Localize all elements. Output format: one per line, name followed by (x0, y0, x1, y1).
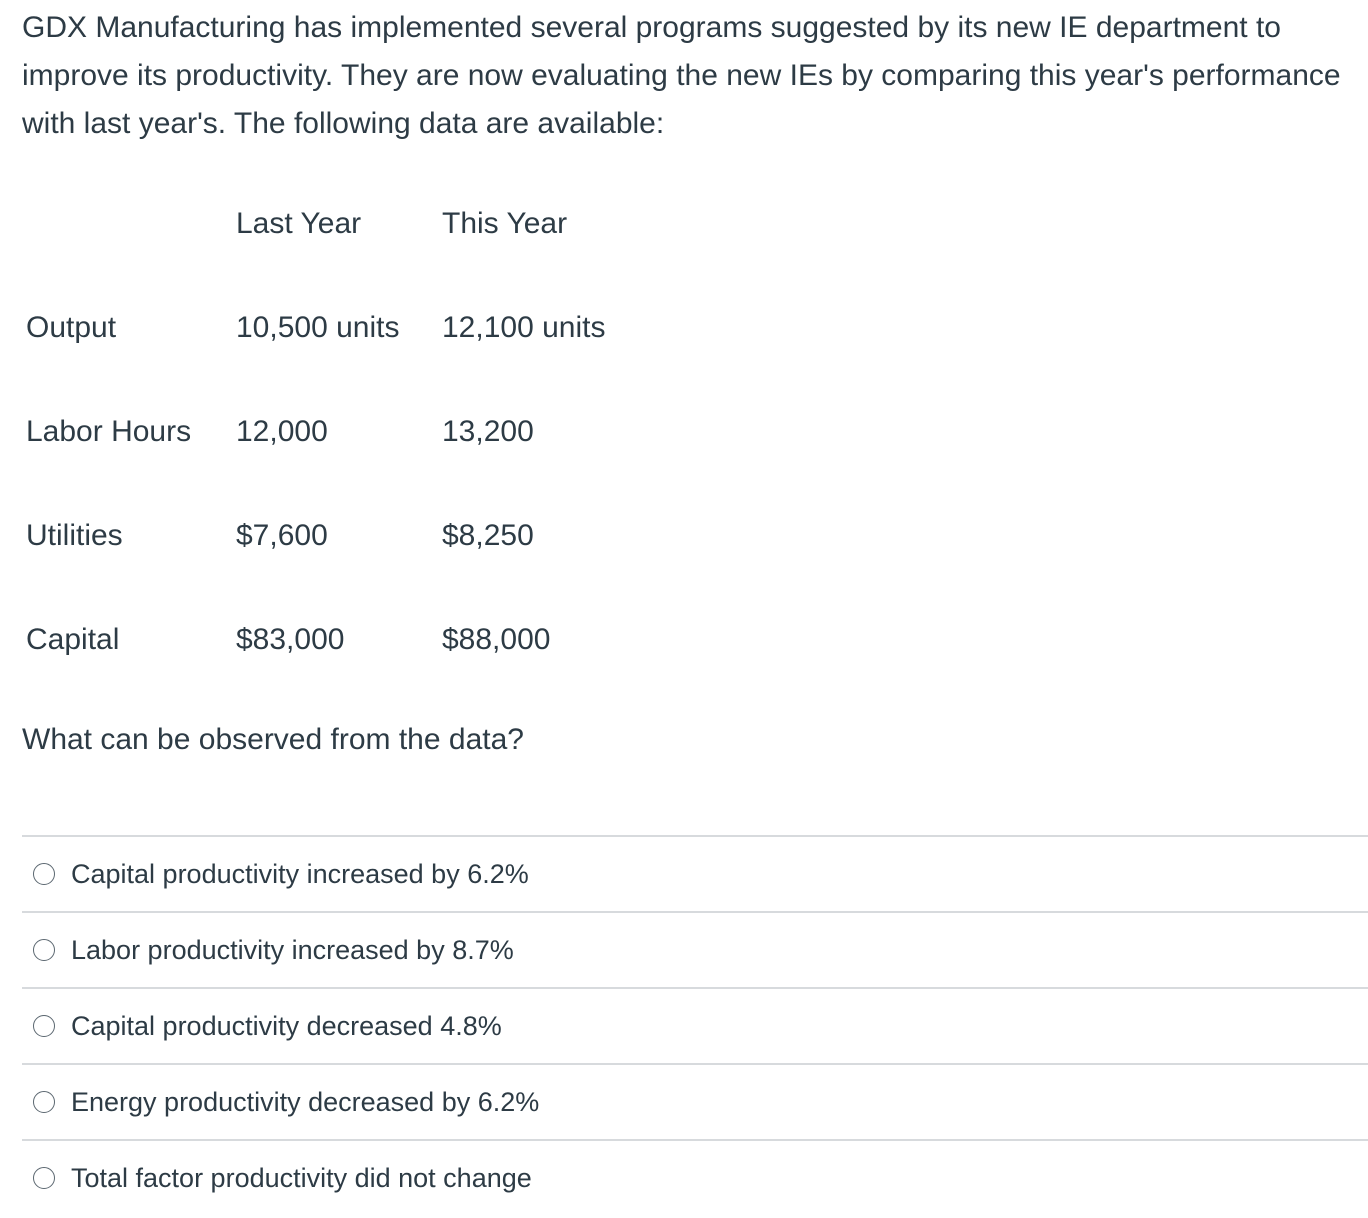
cell-this-year: 13,200 (442, 415, 534, 448)
radio-button-icon[interactable] (33, 1091, 55, 1113)
answer-list (22, 835, 1368, 1215)
question-prompt: What can be observed from the data? (22, 723, 524, 756)
answer-option[interactable] (22, 987, 1368, 1063)
answer-label[interactable]: Capital productivity decreased 4.8% (71, 1010, 502, 1041)
radio-button-icon[interactable] (33, 1167, 55, 1189)
header-this-year: This Year (442, 207, 568, 240)
answer-label[interactable]: Labor productivity increased by 8.7% (71, 934, 514, 965)
header-empty (22, 172, 232, 276)
answer-label[interactable]: Total factor productivity did not change (71, 1162, 532, 1193)
row-label: Capital (26, 623, 120, 656)
radio-button-icon[interactable] (33, 1015, 55, 1037)
question-text: GDX Manufacturing has implemented several programs suggested by its new IE department to improve its productivity. They are now evaluating the new IEs by comparing this year's performance with last year's. The following data are available: (22, 11, 1341, 140)
row-label: Labor Hours (26, 415, 192, 448)
answer-label[interactable]: Energy productivity decreased by 6.2% (71, 1086, 540, 1117)
row-label: Utilities (26, 519, 123, 552)
table-row (22, 484, 636, 588)
data-table (22, 172, 636, 692)
answer-option[interactable] (22, 835, 1368, 911)
table-row (22, 588, 636, 692)
table-row (22, 276, 636, 380)
row-label: Output (26, 311, 117, 344)
radio-button-icon[interactable] (33, 863, 55, 885)
cell-this-year: $8,250 (442, 519, 534, 552)
cell-last-year: $7,600 (236, 519, 328, 552)
cell-last-year: $83,000 (236, 623, 345, 656)
cell-this-year: $88,000 (442, 623, 551, 656)
header-last-year: Last Year (236, 207, 362, 240)
answer-label[interactable]: Capital productivity increased by 6.2% (71, 858, 529, 889)
answer-option[interactable] (22, 911, 1368, 987)
cell-this-year: 12,100 units (442, 311, 606, 344)
answer-option[interactable] (22, 1139, 1368, 1215)
cell-last-year: 10,500 units (236, 311, 400, 344)
table-header-row (22, 172, 636, 276)
cell-last-year: 12,000 (236, 415, 328, 448)
radio-button-icon[interactable] (33, 939, 55, 961)
table-row (22, 380, 636, 484)
answer-option[interactable] (22, 1063, 1368, 1139)
